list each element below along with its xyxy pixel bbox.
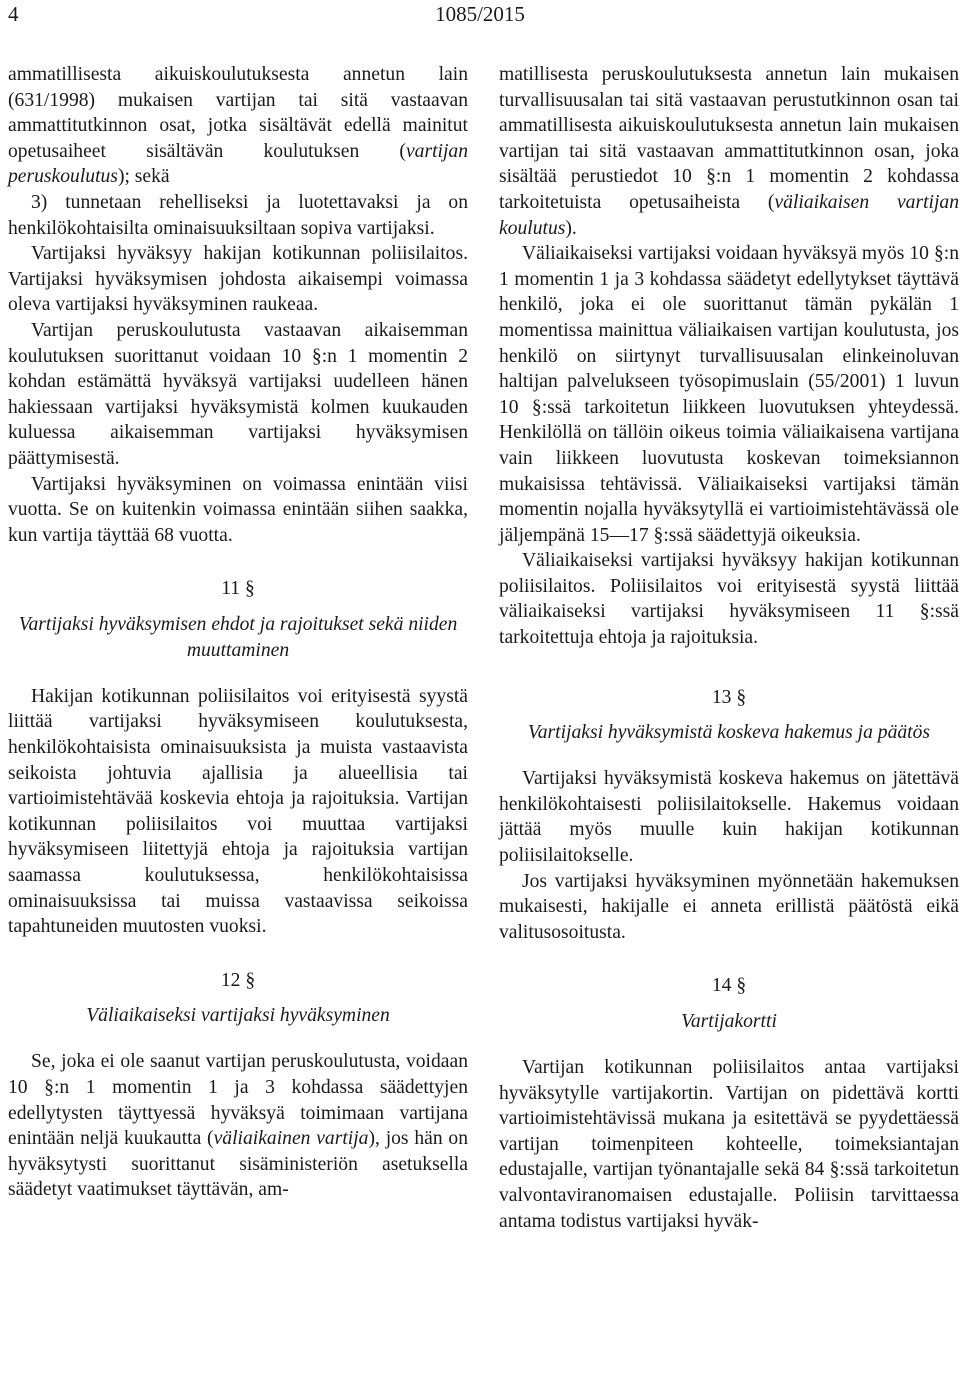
paragraph: Vartijaksi hyväksyminen on voimassa enintään viisi vuotta. Se on kuitenkin voimassa enintään siihen saakka, kun vartija täyttää 68 vuotta. <box>8 473 468 546</box>
left-column <box>8 62 468 1203</box>
right-column <box>499 62 959 1234</box>
paragraph: ammatillisesta aikuiskoulutuksesta annetun lain (631/1998) mukaisen vartijan tai sitä vastaavan ammattitutkinnon osat, jotka sisältävät edellä mainitut opetusaiheet sisältävän koulutuksen (vartijan peruskoulutus); sekä <box>8 64 468 188</box>
section-number-13: 13 § <box>711 686 747 708</box>
section-title-11: Vartijaksi hyväksymisen ehdot ja rajoitukset sekä niiden muuttaminen <box>18 613 458 661</box>
paragraph: Vartijaksi hyväksymistä koskeva hakemus on jätettävä henkilökohtaisesti poliisilaitokselle. Hakemus voidaan jättää myös muulle kuin hakijan kotikunnan poliisilaitokselle. <box>499 768 959 867</box>
paragraph: Vartijan peruskoulutusta vastaavan aikaisemman koulutuksen suorittanut voidaan 10 §:n 1 momentin 2 kohdan estämättä hyväksyä vartijaksi uudelleen hänen hakiessaan vartijaksi hyväksymistä kolmen kuukauden kuluessa aikaisemman vartijaksi hyväksymisen päättymisestä. <box>8 319 468 469</box>
section-number-11: 11 § <box>221 578 255 600</box>
section-title-12: Väliaikaiseksi vartijaksi hyväksyminen <box>86 1005 390 1027</box>
paragraph: 3) tunnetaan rehelliseksi ja luotettavaksi ja on henkilökohtaisilta ominaisuuksiltaan sopiva vartijaksi. <box>8 191 468 239</box>
section-number-12: 12 § <box>220 969 256 991</box>
section-number-14: 14 § <box>711 975 747 997</box>
paragraph: Väliaikaiseksi vartijaksi voidaan hyväksyä myös 10 §:n 1 momentin 1 ja 3 kohdassa säädetyt edellytykset täyttävä henkilö, joka ei ole suorittanut tämän pykälän 1 momentissa mainittua väliaikaisen vartijan koulutusta, jos henkilö on siirtynyt turvallisuusalan elinkeinoluvan haltijan palvelukseen työsopimuslain (55/2001) 1 luvun 10 §:ssä tarkoitetun liikkeen luovutuksen yhteydessä. Henkilöllä on tällöin oikeus toimia väliaikaisena vartijana vain liikkeen luovutusta koskevan toimeksiannon mukaisissa tehtävissä. Väliaikaiseksi vartijaksi tämän momentin nojalla hyväksytyllä ei vartioimistehtävässä ole jäljempänä 15—17 §:ssä säädettyjä oikeuksia. <box>499 243 959 546</box>
page-number: 4 <box>8 2 19 26</box>
paragraph: Se, joka ei ole saanut vartijan peruskoulutusta, voidaan 10 §:n 1 momentin 1 ja 3 kohdassa säädettyjen edellytysten täyttyessä hyväksyä toimimaan vartijana enintään neljä kuukautta (väliaikainen vartija), jos hän on hyväksytysti suorittanut sisäministeriön asetuksella säädetyt vaatimukset täyttävän, am- <box>8 1051 469 1201</box>
paragraph: Jos vartijaksi hyväksyminen myönnetään hakemuksen mukaisesti, hakijalle ei anneta erillistä päätöstä eikä valitusosoitusta. <box>499 870 959 943</box>
paragraph: Hakijan kotikunnan poliisilaitos voi erityisestä syystä liittää vartijaksi hyväksymiseen koulutuksesta, henkilökohtaisista ominaisuuksista ja muista vastaavista seikoista johtuvia ajallisia ja alueellisia tai vartioimistehtävää koskevia ehtoja ja rajoituksia. Vartijan kotikunnan poliisilaitos voi muuttaa vartijaksi hyväksymiseen liitettyjä ehtoja ja rajoituksia vartijan saamassa koulutuksessa, henkilökohtaisissa ominaisuuksissa tai muissa vastaavissa seikoissa tapahtuneiden muutosten vuoksi. <box>8 685 468 938</box>
paragraph: Vartijaksi hyväksyy hakijan kotikunnan poliisilaitos. Vartijaksi hyväksymisen johdosta aikaisempi voimassa oleva vartijaksi hyväksyminen raukeaa. <box>8 243 468 316</box>
document-id: 1085/2015 <box>435 2 525 26</box>
page-header <box>0 0 960 32</box>
paragraph: Väliaikaiseksi vartijaksi hyväksyy hakijan kotikunnan poliisilaitos. Poliisilaitos voi erityisestä syystä liittää väliaikaiseksi vartijaksi hyväksymiseen 11 §:ssä tarkoitettuja ehtoja ja rajoituksia. <box>499 550 959 649</box>
section-title-14: Vartijakortti <box>681 1011 777 1032</box>
section-title-13: Vartijaksi hyväksymistä koskeva hakemus ja päätös <box>527 722 931 744</box>
paragraph: matillisesta peruskoulutuksesta annetun lain mukaisen turvallisuusalan tai sitä vastaavan perustutkinnon osan tai ammatillisesta aikuiskoulutuksesta annetun lain mukaisen vartijan tai sitä vastaavan ammattitutkinnon osan, joka sisältää perustiedot 10 §:n 1 momentin 2 kohdassa tarkoitetuista opetusaiheista (väliaikaisen vartijan koulutus). <box>499 64 959 239</box>
paragraph: Vartijan kotikunnan poliisilaitos antaa vartijaksi hyväksytylle vartijakortin. Vartijan on pidettävä kortti vartioimistehtävissä mukana ja esitettävä se pyydettäessä vartijan toimenpiteen kohteelle, toimeksiantajan edustajalle, vartijan työnantajalle sekä 84 §:ssä tarkoitetun valvontaviranomaisen edustajalle. Poliisin tarvittaessa antama todistus vartijaksi hyväk- <box>499 1057 959 1232</box>
